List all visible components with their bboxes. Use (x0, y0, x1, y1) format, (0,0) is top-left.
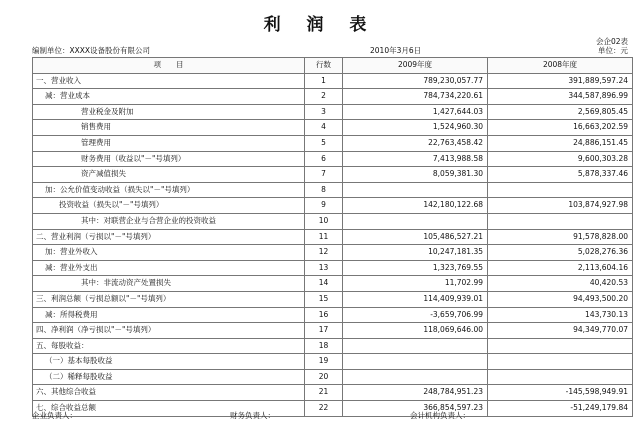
row-line-number: 14 (305, 276, 343, 292)
row-label: 减：营业外支出 (33, 260, 305, 276)
row-label: 五、每股收益： (33, 338, 305, 354)
row-line-number: 21 (305, 385, 343, 401)
table-row (33, 198, 633, 214)
row-amount-2009 (343, 354, 488, 370)
row-amount-2008: 91,578,828.00 (488, 229, 633, 245)
row-amount-2008: -145,598,949.91 (488, 385, 633, 401)
company-name: 编制单位：XXXX设备股份有限公司 (32, 46, 151, 55)
table-row (33, 167, 633, 183)
table-row (33, 135, 633, 151)
row-line-number: 9 (305, 198, 343, 214)
row-label: 四、净利润（净亏损以"－"号填列） (33, 323, 305, 339)
table-row (33, 73, 633, 89)
column-header-line: 行数 (305, 58, 343, 74)
row-line-number: 10 (305, 213, 343, 229)
row-amount-2009: 22,763,458.42 (343, 135, 488, 151)
table-row (33, 338, 633, 354)
income-statement-table (32, 57, 633, 417)
table-row (33, 307, 633, 323)
row-amount-2008: 2,569,805.45 (488, 104, 633, 120)
row-amount-2009 (343, 369, 488, 385)
table-row (33, 323, 633, 339)
row-label: 六、其他综合收益 (33, 385, 305, 401)
table-row (33, 401, 633, 417)
row-amount-2008 (488, 338, 633, 354)
row-amount-2009 (343, 338, 488, 354)
row-line-number: 16 (305, 307, 343, 323)
row-amount-2008 (488, 182, 633, 198)
row-amount-2008 (488, 213, 633, 229)
row-amount-2009 (343, 182, 488, 198)
row-amount-2008: 5,878,337.46 (488, 167, 633, 183)
row-amount-2009: -3,659,706.99 (343, 307, 488, 323)
row-line-number: 18 (305, 338, 343, 354)
row-line-number: 15 (305, 291, 343, 307)
row-label: 减：营业成本 (33, 89, 305, 105)
row-amount-2008: 9,600,303.28 (488, 151, 633, 167)
table-row (33, 213, 633, 229)
table-row (33, 245, 633, 261)
row-amount-2009: 118,069,646.00 (343, 323, 488, 339)
enterprise-head-signature: 企业负责人： (32, 411, 77, 420)
row-amount-2008: 103,874,927.98 (488, 198, 633, 214)
row-line-number: 3 (305, 104, 343, 120)
row-label: 管理费用 (33, 135, 305, 151)
row-amount-2009: 114,409,939.01 (343, 291, 488, 307)
row-amount-2009: 105,486,527.21 (343, 229, 488, 245)
table-row (33, 229, 633, 245)
table-row (33, 385, 633, 401)
row-label: 财务费用（收益以"－"号填列） (33, 151, 305, 167)
table-row (33, 369, 633, 385)
row-line-number: 8 (305, 182, 343, 198)
row-line-number: 17 (305, 323, 343, 339)
row-amount-2008: 94,349,770.07 (488, 323, 633, 339)
row-label: 加：营业外收入 (33, 245, 305, 261)
row-label: 其中：非流动资产处置损失 (33, 276, 305, 292)
row-amount-2008: 16,663,202.59 (488, 120, 633, 136)
row-line-number: 6 (305, 151, 343, 167)
form-code: 会企02表 (595, 37, 628, 46)
row-line-number: 2 (305, 89, 343, 105)
row-amount-2008 (488, 369, 633, 385)
row-amount-2008: 24,886,151.45 (488, 135, 633, 151)
row-label: 资产减值损失 (33, 167, 305, 183)
row-amount-2009: 1,524,960.30 (343, 120, 488, 136)
row-line-number: 11 (305, 229, 343, 245)
row-label: （一）基本每股收益 (33, 354, 305, 370)
column-header-item: 项 目 (33, 58, 305, 74)
table-row (33, 151, 633, 167)
row-label: 一、营业收入 (33, 73, 305, 89)
row-line-number: 7 (305, 167, 343, 183)
row-label: （二）稀释每股收益 (33, 369, 305, 385)
row-amount-2009: 784,734,220.61 (343, 89, 488, 105)
row-label: 销售费用 (33, 120, 305, 136)
accounting-head-signature: 会计机构负责人： (410, 411, 470, 420)
row-amount-2009: 8,059,381.30 (343, 167, 488, 183)
row-amount-2008: 391,889,597.24 (488, 73, 633, 89)
row-amount-2008: 94,493,500.20 (488, 291, 633, 307)
row-label: 七、综合收益总额 (33, 401, 305, 417)
row-amount-2008 (488, 354, 633, 370)
currency-unit: 单位：元 (598, 46, 628, 55)
column-header-2009: 2009年度 (343, 58, 488, 74)
row-line-number: 1 (305, 73, 343, 89)
column-header-2008: 2008年度 (488, 58, 633, 74)
table-row (33, 182, 633, 198)
row-amount-2008: 344,587,896.99 (488, 89, 633, 105)
row-amount-2009: 142,180,122.68 (343, 198, 488, 214)
table-row (33, 120, 633, 136)
row-line-number: 13 (305, 260, 343, 276)
row-line-number: 4 (305, 120, 343, 136)
row-amount-2009: 789,230,057.77 (343, 73, 488, 89)
row-amount-2009: 10,247,181.35 (343, 245, 488, 261)
row-amount-2009: 7,413,988.58 (343, 151, 488, 167)
table-row (33, 276, 633, 292)
row-amount-2008: 2,113,604.16 (488, 260, 633, 276)
row-amount-2009: 366,854,597.23 (343, 401, 488, 417)
row-line-number: 5 (305, 135, 343, 151)
row-amount-2008: -51,249,179.84 (488, 401, 633, 417)
row-amount-2009: 1,323,769.55 (343, 260, 488, 276)
table-row (33, 104, 633, 120)
row-label: 三、利润总额（亏损总额以"－"号填列） (33, 291, 305, 307)
report-date: 2010年3月6日 (370, 46, 422, 55)
row-amount-2008: 5,028,276.36 (488, 245, 633, 261)
row-amount-2009: 1,427,644.03 (343, 104, 488, 120)
table-row (33, 291, 633, 307)
row-label: 加：公允价值变动收益（损失以"－"号填列） (33, 182, 305, 198)
row-line-number: 20 (305, 369, 343, 385)
row-line-number: 22 (305, 401, 343, 417)
table-row (33, 260, 633, 276)
row-label: 其中：对联营企业与合营企业的投资收益 (33, 213, 305, 229)
table-row (33, 354, 633, 370)
row-amount-2009 (343, 213, 488, 229)
table-row (33, 89, 633, 105)
row-label: 二、营业利润（亏损以"－"号填列） (33, 229, 305, 245)
row-amount-2008: 143,730.13 (488, 307, 633, 323)
row-line-number: 19 (305, 354, 343, 370)
statement-title: 利 润 表 (263, 15, 377, 35)
finance-head-signature: 财务负责人： (230, 411, 275, 420)
table-header-row (33, 58, 633, 74)
row-label: 营业税金及附加 (33, 104, 305, 120)
row-line-number: 12 (305, 245, 343, 261)
row-amount-2009: 11,702.99 (343, 276, 488, 292)
row-amount-2008: 40,420.53 (488, 276, 633, 292)
row-label: 投资收益（损失以"－"号填列） (33, 198, 305, 214)
row-label: 减：所得税费用 (33, 307, 305, 323)
row-amount-2009: 248,784,951.23 (343, 385, 488, 401)
